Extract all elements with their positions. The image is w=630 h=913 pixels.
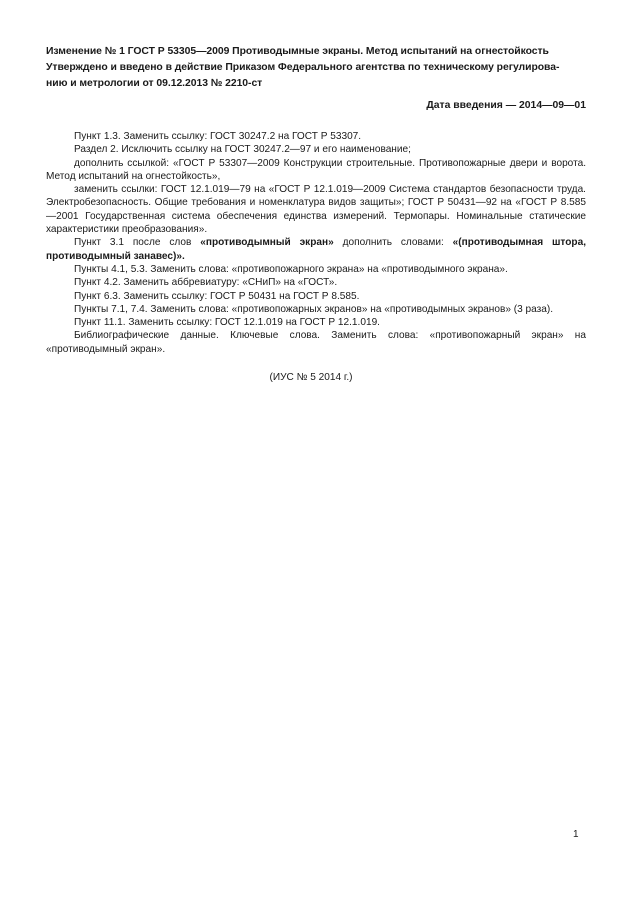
bold-term: «противодымный экран» [200,237,334,249]
amendment-paragraph: Раздел 2. Исключить ссылку на ГОСТ 30247.2—97 и его наименование; [74,144,411,156]
document-page [46,44,586,384]
amendment-paragraph: Пункт 6.3. Заменить ссылку: ГОСТ Р 50431 на ГОСТ Р 8.585. [74,290,360,302]
paragraph-text: дополнить словами: [333,237,453,249]
amendment-paragraph: Пункт 4.2. Заменить аббревиатуру: «СНиП» на «ГОСТ». [74,277,338,289]
ius-reference: (ИУС № 5 2014 г.) [269,372,353,384]
effective-date: Дата введения — 2014—09—01 [426,100,586,111]
page-number: 1 [573,829,579,840]
approval-line: Утверждено и введено в действие Приказом Федерального агентства по техническому регулирова- [46,62,560,73]
amendment-paragraph [46,236,586,263]
amendment-paragraph: Пункт 1.3. Заменить ссылку: ГОСТ 30247.2 на ГОСТ Р 53307. [74,131,362,142]
amendment-paragraph: дополнить ссылкой: «ГОСТ Р 53307—2009 Конструкции строительные. Противопожарные двери и ворота. Метод испытаний на огнестойкость», [46,157,586,182]
paragraph-text: Пункт 3.1 после слов [74,237,201,249]
approval-line-continued: нию и метрологии от 09.12.2013 № 2210-ст [46,78,263,89]
amendment-paragraph: Библиографические данные. Ключевые слова. Заменить слова: «противопожарный экран» на «противодымный экран». [46,330,586,355]
amendment-body [46,130,586,356]
amendment-paragraph: Пункты 7.1, 7.4. Заменить слова: «противопожарных экранов» на «противодымных экранов» (3 раза). [74,303,554,315]
amendment-paragraph: Пункт 11.1. Заменить ссылку: ГОСТ 12.1.019 на ГОСТ Р 12.1.019. [74,317,380,329]
amendment-paragraph: заменить ссылки: ГОСТ 12.1.019—79 на «ГОСТ Р 12.1.019—2009 Система стандартов безопасности труда. Электробезопасность. Общие требования и номенклатура видов защиты»; ГОСТ Р 50431—92 на «ГОСТ Р 8.585—2001 Государственная система обеспечения единства измерений. Термопары. Номинальные статические характеристики преобразования». [46,184,586,236]
document-title: Изменение № 1 ГОСТ Р 53305—2009 Противодымные экраны. Метод испытаний на огнестойкость [46,46,549,57]
bold-term: «(противодымная штора, противодымный занавес)». [46,237,586,262]
amendment-paragraph: Пункты 4.1, 5.3. Заменить слова: «противопожарного экрана» на «противодымного экрана». [74,263,508,275]
